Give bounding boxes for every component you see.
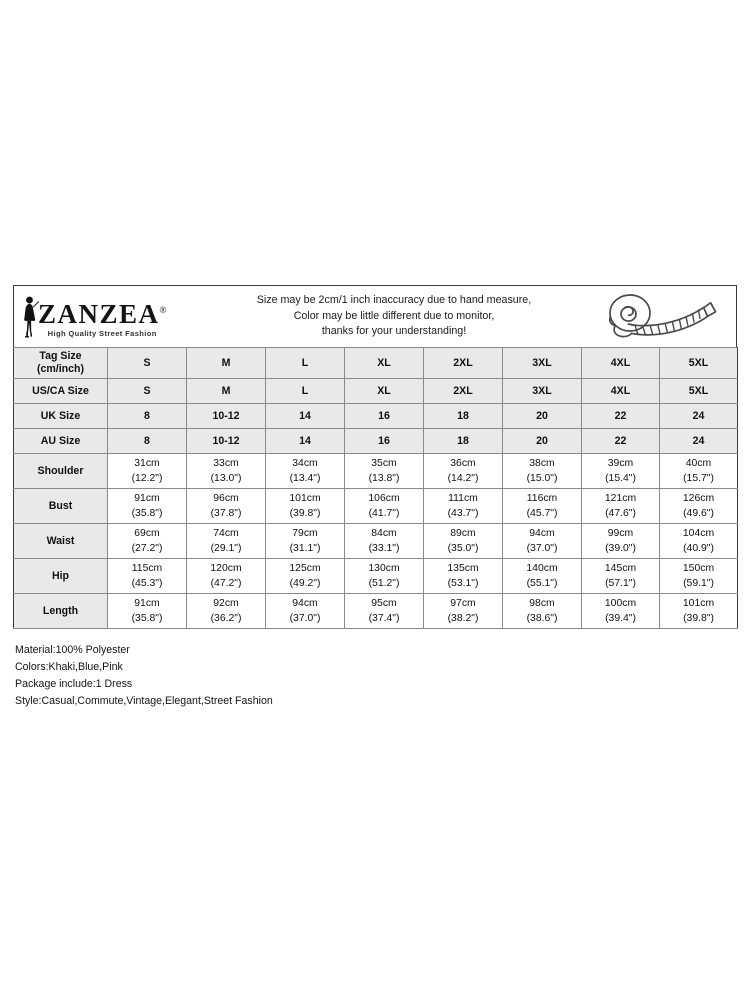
cell-bust-7 bbox=[582, 489, 660, 524]
cell-hip-3-cm: 125cm bbox=[289, 563, 321, 574]
cell-hip-1-cm: 115cm bbox=[131, 563, 163, 574]
cell-bust-1 bbox=[108, 489, 187, 524]
cell-waist-1-cm: 69cm bbox=[134, 528, 160, 539]
row-label-tag-size-main: Tag Size bbox=[39, 350, 82, 362]
cell-bust-4 bbox=[345, 489, 424, 524]
row-label-length: Length bbox=[14, 594, 108, 629]
registered-trademark-icon: ® bbox=[159, 304, 167, 315]
cell-shoulder-1-cm: 31cm bbox=[134, 458, 160, 469]
cell-hip-8 bbox=[660, 559, 738, 594]
cell-length-3-in: (37.0") bbox=[289, 613, 321, 624]
cell-bust-2-in: (37.8") bbox=[210, 508, 242, 519]
cell-au-3: 14 bbox=[266, 429, 345, 454]
row-label-waist: Waist bbox=[14, 524, 108, 559]
cell-shoulder-2-in: (13.0") bbox=[210, 473, 242, 484]
size-table bbox=[13, 347, 738, 629]
cell-waist-7-cm: 99cm bbox=[607, 528, 634, 539]
cell-length-8-in: (39.8") bbox=[683, 613, 714, 624]
cell-shoulder-7 bbox=[582, 454, 660, 489]
table-row-au-size bbox=[14, 429, 738, 454]
cell-shoulder-4-cm: 35cm bbox=[371, 458, 397, 469]
cell-shoulder-6 bbox=[503, 454, 582, 489]
cell-tag-size-8: 5XL bbox=[660, 348, 738, 379]
cell-uk-5: 18 bbox=[424, 404, 503, 429]
cell-shoulder-7-in: (15.4") bbox=[605, 473, 636, 484]
cell-us-ca-5: 2XL bbox=[424, 379, 503, 404]
cell-length-1 bbox=[108, 594, 187, 629]
cell-length-4-cm: 95cm bbox=[371, 598, 397, 609]
cell-tag-size-6: 3XL bbox=[503, 348, 582, 379]
cell-hip-5 bbox=[424, 559, 503, 594]
product-details bbox=[13, 642, 737, 710]
cell-au-8: 24 bbox=[660, 429, 738, 454]
cell-shoulder-2-cm: 33cm bbox=[213, 458, 239, 469]
detail-colors: Colors:Khaki,Blue,Pink bbox=[15, 661, 123, 673]
cell-length-7 bbox=[582, 594, 660, 629]
cell-waist-6-in: (37.0") bbox=[526, 543, 558, 554]
cell-length-6-in: (38.6") bbox=[526, 613, 558, 624]
table-row-length bbox=[14, 594, 738, 629]
measuring-tape-illustration bbox=[586, 291, 736, 343]
cell-bust-3-cm: 101cm bbox=[289, 493, 321, 504]
cell-hip-5-cm: 135cm bbox=[447, 563, 479, 574]
cell-uk-1: 8 bbox=[108, 404, 187, 429]
cell-waist-1 bbox=[108, 524, 187, 559]
cell-length-3-cm: 94cm bbox=[292, 598, 318, 609]
cell-length-4 bbox=[345, 594, 424, 629]
cell-hip-4-cm: 130cm bbox=[368, 563, 400, 574]
cell-au-4: 16 bbox=[345, 429, 424, 454]
cell-length-1-in: (35.8") bbox=[131, 613, 163, 624]
table-row-uk-size bbox=[14, 404, 738, 429]
cell-bust-7-in: (47.6") bbox=[605, 508, 636, 519]
cell-length-6-cm: 98cm bbox=[529, 598, 555, 609]
row-label-tag-size-unit: (cm/inch) bbox=[36, 363, 85, 375]
cell-shoulder-1-in: (12.2") bbox=[131, 473, 163, 484]
cell-shoulder-1 bbox=[108, 454, 187, 489]
cell-hip-5-in: (53.1") bbox=[447, 578, 479, 589]
cell-waist-7-in: (39.0") bbox=[605, 543, 636, 554]
cell-bust-2 bbox=[187, 489, 266, 524]
cell-shoulder-5-cm: 36cm bbox=[450, 458, 476, 469]
cell-us-ca-7: 4XL bbox=[582, 379, 660, 404]
cell-length-8 bbox=[660, 594, 738, 629]
cell-hip-7 bbox=[582, 559, 660, 594]
cell-tag-size-7: 4XL bbox=[582, 348, 660, 379]
cell-bust-4-in: (41.7") bbox=[368, 508, 400, 519]
cell-hip-4 bbox=[345, 559, 424, 594]
cell-tag-size-3: L bbox=[266, 348, 345, 379]
notice-line-3: thanks for your understanding! bbox=[321, 325, 467, 338]
cell-hip-3-in: (49.2") bbox=[289, 578, 321, 589]
cell-bust-6 bbox=[503, 489, 582, 524]
cell-waist-5 bbox=[424, 524, 503, 559]
cell-waist-2-cm: 74cm bbox=[213, 528, 239, 539]
cell-bust-6-in: (45.7") bbox=[526, 508, 558, 519]
cell-shoulder-3-in: (13.4") bbox=[289, 473, 321, 484]
cell-shoulder-8-cm: 40cm bbox=[685, 458, 712, 469]
row-label-us-ca-size: US/CA Size bbox=[14, 379, 108, 404]
cell-waist-3-cm: 79cm bbox=[292, 528, 318, 539]
brand-name-text: ZANZEA bbox=[38, 298, 160, 329]
cell-hip-4-in: (51.2") bbox=[368, 578, 400, 589]
cell-shoulder-7-cm: 39cm bbox=[607, 458, 634, 469]
cell-us-ca-8: 5XL bbox=[660, 379, 738, 404]
cell-shoulder-4-in: (13.8") bbox=[368, 473, 400, 484]
cell-hip-8-in: (59.1") bbox=[683, 578, 714, 589]
cell-shoulder-3 bbox=[266, 454, 345, 489]
cell-uk-2: 10-12 bbox=[187, 404, 266, 429]
cell-waist-2 bbox=[187, 524, 266, 559]
table-row-waist bbox=[14, 524, 738, 559]
cell-length-2 bbox=[187, 594, 266, 629]
cell-us-ca-3: L bbox=[266, 379, 345, 404]
cell-length-2-in: (36.2") bbox=[210, 613, 242, 624]
cell-length-5 bbox=[424, 594, 503, 629]
cell-us-ca-1: S bbox=[108, 379, 187, 404]
cell-length-3 bbox=[266, 594, 345, 629]
row-label-tag-size bbox=[14, 348, 108, 379]
cell-uk-4: 16 bbox=[345, 404, 424, 429]
cell-shoulder-8 bbox=[660, 454, 738, 489]
cell-tag-size-4: XL bbox=[345, 348, 424, 379]
cell-shoulder-8-in: (15.7") bbox=[683, 473, 714, 484]
cell-hip-1 bbox=[108, 559, 187, 594]
cell-length-4-in: (37.4") bbox=[368, 613, 400, 624]
cell-waist-4-in: (33.1") bbox=[368, 543, 400, 554]
row-label-bust: Bust bbox=[14, 489, 108, 524]
cell-length-8-cm: 101cm bbox=[682, 598, 715, 609]
table-row-tag-size bbox=[14, 348, 738, 379]
size-chart-container bbox=[13, 285, 737, 710]
cell-bust-8-in: (49.6") bbox=[683, 508, 714, 519]
detail-style: Style:Casual,Commute,Vintage,Elegant,Street Fashion bbox=[15, 695, 273, 707]
row-label-hip: Hip bbox=[14, 559, 108, 594]
cell-hip-2-in: (47.2") bbox=[210, 578, 242, 589]
cell-bust-2-cm: 96cm bbox=[213, 493, 239, 504]
brand-name bbox=[38, 298, 167, 329]
table-row-shoulder bbox=[14, 454, 738, 489]
cell-bust-5-in: (43.7") bbox=[447, 508, 479, 519]
cell-bust-1-cm: 91cm bbox=[134, 493, 160, 504]
cell-length-7-cm: 100cm bbox=[604, 598, 637, 609]
notice-line-2: Color may be little different due to monitor, bbox=[293, 309, 495, 322]
cell-hip-8-cm: 150cm bbox=[682, 563, 715, 574]
cell-us-ca-6: 3XL bbox=[503, 379, 582, 404]
cell-hip-6 bbox=[503, 559, 582, 594]
cell-shoulder-2 bbox=[187, 454, 266, 489]
row-label-uk-size: UK Size bbox=[14, 404, 108, 429]
cell-waist-5-in: (35.0") bbox=[447, 543, 479, 554]
cell-bust-5 bbox=[424, 489, 503, 524]
cell-waist-3-in: (31.1") bbox=[289, 543, 321, 554]
cell-hip-6-in: (55.1") bbox=[526, 578, 558, 589]
cell-bust-6-cm: 116cm bbox=[526, 493, 558, 504]
cell-bust-5-cm: 111cm bbox=[448, 493, 478, 504]
table-row-bust bbox=[14, 489, 738, 524]
cell-hip-6-cm: 140cm bbox=[526, 563, 558, 574]
cell-waist-7 bbox=[582, 524, 660, 559]
cell-waist-3 bbox=[266, 524, 345, 559]
cell-waist-6-cm: 94cm bbox=[529, 528, 555, 539]
cell-us-ca-4: XL bbox=[345, 379, 424, 404]
cell-length-7-in: (39.4") bbox=[605, 613, 636, 624]
detail-package: Package include:1 Dress bbox=[15, 678, 133, 690]
notice-line-1: Size may be 2cm/1 inch inaccuracy due to hand measure, bbox=[256, 294, 532, 307]
cell-bust-3 bbox=[266, 489, 345, 524]
cell-bust-8 bbox=[660, 489, 738, 524]
cell-length-1-cm: 91cm bbox=[134, 598, 160, 609]
cell-bust-7-cm: 121cm bbox=[604, 493, 637, 504]
chart-banner bbox=[13, 285, 737, 347]
cell-shoulder-3-cm: 34cm bbox=[292, 458, 318, 469]
cell-shoulder-5-in: (14.2") bbox=[447, 473, 479, 484]
cell-bust-1-in: (35.8") bbox=[131, 508, 163, 519]
cell-tag-size-1: S bbox=[108, 348, 187, 379]
cell-length-2-cm: 92cm bbox=[213, 598, 239, 609]
cell-hip-2-cm: 120cm bbox=[210, 563, 242, 574]
cell-waist-4 bbox=[345, 524, 424, 559]
cell-waist-8-in: (40.9") bbox=[683, 543, 714, 554]
cell-length-6 bbox=[503, 594, 582, 629]
measuring-tape-icon bbox=[597, 291, 725, 343]
cell-tag-size-5: 2XL bbox=[424, 348, 503, 379]
cell-length-5-cm: 97cm bbox=[450, 598, 476, 609]
cell-waist-4-cm: 84cm bbox=[371, 528, 397, 539]
cell-uk-8: 24 bbox=[660, 404, 738, 429]
cell-tag-size-2: M bbox=[187, 348, 266, 379]
cell-bust-4-cm: 106cm bbox=[368, 493, 400, 504]
brand-logo bbox=[14, 295, 202, 339]
cell-au-6: 20 bbox=[503, 429, 582, 454]
cell-bust-8-cm: 126cm bbox=[682, 493, 715, 504]
cell-bust-3-in: (39.8") bbox=[289, 508, 321, 519]
cell-hip-3 bbox=[266, 559, 345, 594]
table-row-hip bbox=[14, 559, 738, 594]
cell-hip-2 bbox=[187, 559, 266, 594]
detail-material: Material:100% Polyester bbox=[15, 644, 130, 656]
cell-hip-7-in: (57.1") bbox=[605, 578, 636, 589]
cell-uk-3: 14 bbox=[266, 404, 345, 429]
row-label-shoulder: Shoulder bbox=[14, 454, 108, 489]
cell-au-5: 18 bbox=[424, 429, 503, 454]
cell-hip-7-cm: 145cm bbox=[604, 563, 637, 574]
cell-shoulder-6-in: (15.0") bbox=[526, 473, 558, 484]
cell-au-7: 22 bbox=[582, 429, 660, 454]
cell-shoulder-6-cm: 38cm bbox=[529, 458, 555, 469]
cell-shoulder-5 bbox=[424, 454, 503, 489]
brand-tagline: High Quality Street Fashion bbox=[47, 328, 157, 338]
cell-uk-6: 20 bbox=[503, 404, 582, 429]
woman-silhouette-icon bbox=[18, 295, 40, 339]
cell-us-ca-2: M bbox=[187, 379, 266, 404]
cell-waist-1-in: (27.2") bbox=[131, 543, 163, 554]
cell-hip-1-in: (45.3") bbox=[131, 578, 163, 589]
cell-shoulder-4 bbox=[345, 454, 424, 489]
row-label-au-size: AU Size bbox=[14, 429, 108, 454]
cell-length-5-in: (38.2") bbox=[447, 613, 479, 624]
cell-waist-8 bbox=[660, 524, 738, 559]
cell-waist-2-in: (29.1") bbox=[210, 543, 242, 554]
table-row-us-ca-size bbox=[14, 379, 738, 404]
cell-waist-6 bbox=[503, 524, 582, 559]
cell-au-2: 10-12 bbox=[187, 429, 266, 454]
cell-au-1: 8 bbox=[108, 429, 187, 454]
cell-waist-8-cm: 104cm bbox=[682, 528, 715, 539]
cell-waist-5-cm: 89cm bbox=[450, 528, 476, 539]
measurement-notice bbox=[202, 293, 586, 340]
cell-uk-7: 22 bbox=[582, 404, 660, 429]
